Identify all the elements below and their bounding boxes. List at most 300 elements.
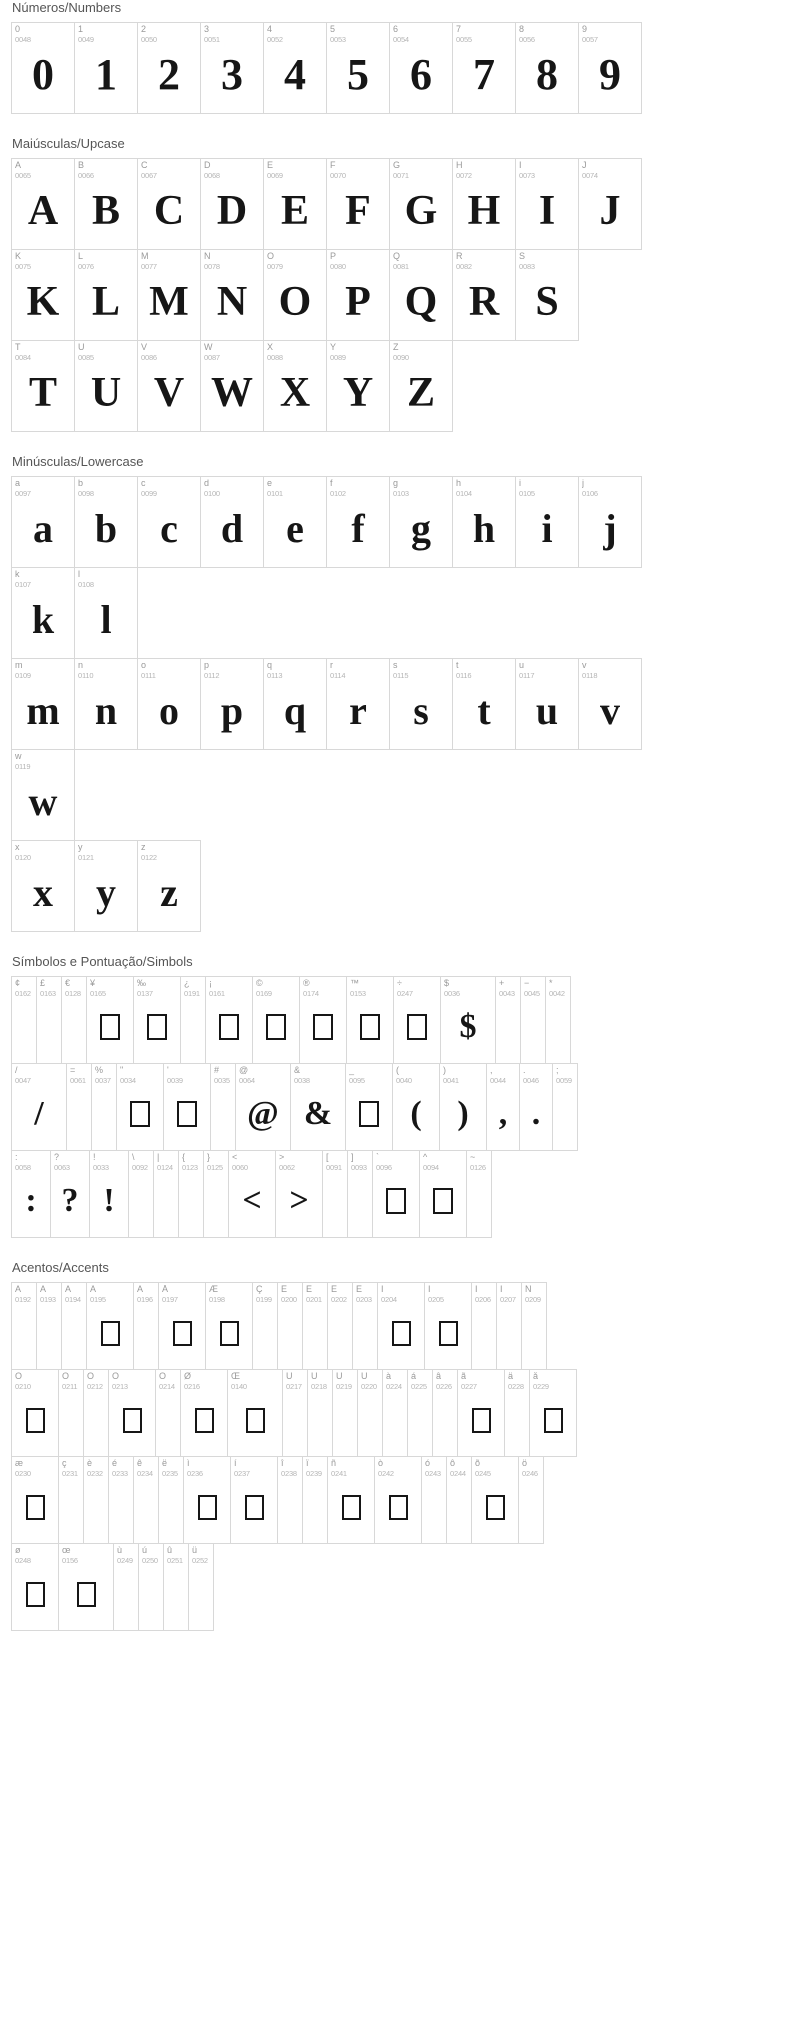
glyph-cell[interactable]	[457, 1369, 505, 1457]
glyph-render: :	[25, 1182, 37, 1220]
glyph-render	[375, 1478, 421, 1543]
glyph-char-label: s	[393, 661, 398, 670]
glyph-char-label: N	[204, 252, 211, 261]
glyph-code-label: 0123	[182, 1163, 198, 1172]
glyph-meta	[516, 23, 578, 44]
glyph-meta	[264, 159, 326, 180]
glyph-cell[interactable]	[326, 476, 390, 568]
glyph-cell[interactable]	[58, 1456, 84, 1544]
glyph-cell[interactable]	[372, 1150, 420, 1238]
glyph-cell[interactable]	[180, 976, 206, 1064]
glyph-cell[interactable]	[137, 22, 201, 114]
glyph-code-label: 0219	[336, 1382, 352, 1391]
glyph-cell[interactable]	[452, 476, 516, 568]
glyph-code-label: 0201	[306, 1295, 322, 1304]
glyph-cell[interactable]	[419, 1150, 467, 1238]
glyph-row	[12, 1283, 652, 1370]
glyph-cell[interactable]	[327, 1456, 375, 1544]
glyph-cell[interactable]	[519, 1063, 553, 1151]
glyph-row	[12, 1370, 652, 1457]
glyph-cell[interactable]	[11, 1150, 51, 1238]
glyph-char-label: 8	[519, 25, 525, 34]
glyph-code-label: 0082	[456, 262, 472, 271]
glyph-char-label: {	[182, 1153, 186, 1162]
glyph-code-label: 0235	[162, 1469, 178, 1478]
glyph-code-label: 0195	[90, 1295, 106, 1304]
glyph-cell[interactable]	[137, 340, 201, 432]
glyph-cell[interactable]	[178, 1150, 204, 1238]
glyph-cell[interactable]	[452, 249, 516, 341]
glyph-code-label: 0061	[70, 1076, 86, 1085]
glyph-cell[interactable]	[183, 1456, 231, 1544]
glyph-row	[12, 841, 652, 932]
glyph-cell[interactable]	[545, 976, 571, 1064]
glyph-render: Y	[342, 370, 374, 417]
glyph-code-label: 0065	[15, 171, 31, 180]
glyph-cell[interactable]	[515, 22, 579, 114]
missing-glyph-icon	[386, 1188, 406, 1214]
glyph-cell[interactable]	[346, 976, 394, 1064]
glyph-cell[interactable]	[389, 158, 453, 250]
glyph-char-label: |	[157, 1153, 160, 1162]
glyph-cell[interactable]	[89, 1150, 129, 1238]
glyph-char-label: í	[234, 1459, 237, 1468]
glyph-meta	[394, 977, 440, 998]
glyph-char-label: Î	[475, 1285, 478, 1294]
glyph-cell[interactable]	[471, 1456, 519, 1544]
glyph-char-label: Ê	[331, 1285, 338, 1294]
glyph-cell[interactable]	[74, 22, 138, 114]
glyph-meta	[154, 1151, 178, 1172]
glyph-meta	[323, 1151, 347, 1172]
glyph-cell[interactable]	[529, 1369, 577, 1457]
glyph-cell[interactable]	[230, 1456, 278, 1544]
glyph-meta	[291, 1064, 345, 1085]
glyph-cell[interactable]	[113, 1543, 139, 1631]
glyph-cell[interactable]	[407, 1369, 433, 1457]
glyph-row	[12, 250, 652, 341]
glyph-cell[interactable]	[393, 976, 441, 1064]
glyph-char-label: É	[306, 1285, 313, 1294]
glyph-code-label: 0073	[519, 171, 535, 180]
glyph-cell[interactable]	[578, 158, 642, 250]
missing-glyph-icon	[313, 1014, 333, 1040]
glyph-cell[interactable]	[133, 1282, 159, 1370]
glyph-cell[interactable]	[153, 1150, 179, 1238]
glyph-cell[interactable]	[74, 840, 138, 932]
glyph-code-label: 0109	[15, 671, 31, 680]
glyph-cell[interactable]	[389, 249, 453, 341]
glyph-cell[interactable]	[277, 1456, 303, 1544]
glyph-code-label: 0096	[376, 1163, 392, 1172]
glyph-meta	[75, 477, 137, 498]
glyph-cell[interactable]	[137, 476, 201, 568]
glyph-meta	[181, 977, 205, 998]
glyph-cell[interactable]	[486, 1063, 520, 1151]
glyph-cell[interactable]	[326, 158, 390, 250]
glyph-meta	[441, 977, 495, 998]
glyph-cell[interactable]	[133, 976, 181, 1064]
glyph-char-label: i	[519, 479, 521, 488]
glyph-cell[interactable]	[347, 1150, 373, 1238]
glyph-cell[interactable]	[392, 1063, 440, 1151]
glyph-char-label: é	[112, 1459, 118, 1468]
glyph-render: T	[28, 370, 57, 417]
glyph-meta	[553, 1064, 577, 1085]
glyph-cell[interactable]	[452, 158, 516, 250]
glyph-cell[interactable]	[252, 1282, 278, 1370]
glyph-cell[interactable]	[133, 1456, 159, 1544]
glyph-code-label: 0102	[330, 489, 346, 498]
glyph-code-label: 0174	[303, 989, 319, 998]
glyph-cell[interactable]	[11, 340, 75, 432]
glyph-cell[interactable]	[11, 158, 75, 250]
glyph-render	[181, 1391, 227, 1456]
glyph-char-label: ä	[508, 1372, 514, 1381]
glyph-code-label: 0036	[444, 989, 460, 998]
glyph-render: 5	[347, 50, 369, 100]
glyph-code-label: 0095	[349, 1076, 365, 1085]
glyph-cell[interactable]	[515, 658, 579, 750]
glyph-cell[interactable]	[108, 1456, 134, 1544]
glyph-cell[interactable]	[578, 22, 642, 114]
missing-glyph-icon	[100, 1014, 120, 1040]
glyph-cell[interactable]	[66, 1063, 92, 1151]
glyph-cell[interactable]	[74, 340, 138, 432]
glyph-cell[interactable]	[466, 1150, 492, 1238]
glyph-cell[interactable]	[163, 1543, 189, 1631]
glyph-cell[interactable]	[74, 476, 138, 568]
glyph-cell[interactable]	[518, 1456, 544, 1544]
glyph-char-label: 6	[393, 25, 399, 34]
glyph-cell[interactable]	[389, 658, 453, 750]
glyph-cell[interactable]	[74, 658, 138, 750]
glyph-char-label: K	[15, 252, 22, 261]
glyph-char-label: Œ	[231, 1372, 240, 1381]
glyph-cell[interactable]	[11, 567, 75, 659]
glyph-row	[12, 977, 652, 1064]
missing-glyph-icon	[26, 1495, 45, 1520]
glyph-cell[interactable]	[452, 658, 516, 750]
glyph-meta	[283, 1370, 307, 1391]
missing-glyph-icon	[101, 1321, 120, 1346]
glyph-code-label: 0039	[167, 1076, 183, 1085]
glyph-cell[interactable]	[471, 1282, 497, 1370]
glyph-char-label: /	[15, 1066, 18, 1075]
glyph-cell[interactable]	[496, 1282, 522, 1370]
glyph-cell[interactable]	[205, 976, 253, 1064]
glyph-render	[283, 1391, 307, 1456]
glyph-render	[253, 998, 299, 1063]
glyph-meta	[300, 977, 346, 998]
glyph-cell[interactable]	[163, 1063, 211, 1151]
glyph-cell[interactable]	[155, 1369, 181, 1457]
glyph-char-label: J	[582, 161, 587, 170]
glyph-cell[interactable]	[11, 976, 37, 1064]
glyph-cell[interactable]	[11, 1063, 67, 1151]
glyph-cell[interactable]	[11, 476, 75, 568]
glyph-cell[interactable]	[137, 158, 201, 250]
glyph-cell[interactable]	[357, 1369, 383, 1457]
glyph-char-label: R	[456, 252, 463, 261]
glyph-code-label: 0070	[330, 171, 346, 180]
glyph-meta	[138, 477, 200, 498]
glyph-char-label: Ô	[87, 1372, 95, 1381]
glyph-char-label: Õ	[112, 1372, 120, 1381]
glyph-meta	[164, 1544, 188, 1565]
glyph-render: i	[541, 506, 553, 552]
glyph-char-label: 0	[15, 25, 21, 34]
glyph-meta	[12, 977, 36, 998]
glyph-cell[interactable]	[374, 1456, 422, 1544]
glyph-char-label: :	[15, 1153, 18, 1162]
glyph-code-label: 0044	[490, 1076, 506, 1085]
glyph-char-label: +	[499, 979, 505, 988]
glyph-cell[interactable]	[11, 1282, 37, 1370]
glyph-cell[interactable]	[439, 1063, 487, 1151]
glyph-meta	[12, 750, 74, 771]
glyph-cell[interactable]	[180, 1369, 228, 1457]
glyph-cell[interactable]	[504, 1369, 530, 1457]
glyph-cell[interactable]	[263, 249, 327, 341]
glyph-meta	[12, 250, 74, 271]
glyph-char-label: ¥	[90, 979, 96, 988]
glyph-cell[interactable]	[389, 476, 453, 568]
glyph-cell[interactable]	[515, 158, 579, 250]
glyph-char-label: _	[349, 1066, 355, 1075]
glyph-meta	[328, 1457, 374, 1478]
glyph-code-label: 0116	[456, 671, 472, 680]
glyph-cell[interactable]	[74, 567, 138, 659]
glyph-cell[interactable]	[137, 249, 201, 341]
glyph-render	[373, 1172, 419, 1237]
glyph-cell[interactable]	[263, 658, 327, 750]
glyph-code-label: 0040	[396, 1076, 412, 1085]
glyph-meta	[505, 1370, 529, 1391]
glyph-cell[interactable]	[452, 22, 516, 114]
glyph-cell[interactable]	[61, 1282, 87, 1370]
glyph-code-label: 0236	[187, 1469, 203, 1478]
glyph-cell[interactable]	[36, 976, 62, 1064]
glyph-char-label: Ñ	[525, 1285, 532, 1294]
glyph-cell[interactable]	[302, 1456, 328, 1544]
glyph-render: !	[103, 1182, 115, 1220]
glyph-cell[interactable]	[50, 1150, 90, 1238]
glyph-render	[447, 1478, 471, 1543]
glyph-cell[interactable]	[200, 476, 264, 568]
glyph-cell[interactable]	[389, 340, 453, 432]
glyph-cell[interactable]	[83, 1369, 109, 1457]
glyph-cell[interactable]	[11, 1456, 59, 1544]
glyph-cell[interactable]	[235, 1063, 291, 1151]
glyph-code-label: 0081	[393, 262, 409, 271]
glyph-cell[interactable]	[200, 340, 264, 432]
glyph-cell[interactable]	[578, 476, 642, 568]
glyph-char-label: Ã	[90, 1285, 97, 1294]
glyph-meta	[253, 977, 299, 998]
glyph-cell[interactable]	[58, 1369, 84, 1457]
glyph-cell[interactable]	[86, 976, 134, 1064]
glyph-cell[interactable]	[74, 158, 138, 250]
glyph-render	[59, 1478, 83, 1543]
glyph-cell[interactable]	[205, 1282, 253, 1370]
glyph-cell[interactable]	[282, 1369, 308, 1457]
glyph-meta	[201, 250, 263, 271]
glyph-cell[interactable]	[11, 658, 75, 750]
glyph-render	[129, 1172, 153, 1237]
glyph-cell[interactable]	[521, 1282, 547, 1370]
glyph-char-label: ê	[137, 1459, 143, 1468]
glyph-cell[interactable]	[326, 658, 390, 750]
glyph-cell[interactable]	[263, 476, 327, 568]
glyph-cell[interactable]	[91, 1063, 117, 1151]
glyph-meta	[516, 477, 578, 498]
glyph-code-label: 0204	[381, 1295, 397, 1304]
glyph-code-label: 0200	[281, 1295, 297, 1304]
glyph-cell[interactable]	[11, 22, 75, 114]
section-symbols	[0, 954, 810, 1238]
glyph-cell[interactable]	[83, 1456, 109, 1544]
glyph-meta	[201, 659, 263, 680]
glyph-char-label: [	[326, 1153, 329, 1162]
glyph-cell[interactable]	[275, 1150, 323, 1238]
glyph-cell[interactable]	[203, 1150, 229, 1238]
glyph-code-label: 0231	[62, 1469, 78, 1478]
glyph-meta	[327, 250, 389, 271]
glyph-render: .	[531, 1095, 541, 1133]
glyph-meta	[51, 1151, 89, 1172]
glyph-cell[interactable]	[520, 976, 546, 1064]
glyph-code-label: 0090	[393, 353, 409, 362]
glyph-cell[interactable]	[11, 749, 75, 841]
glyph-cell[interactable]	[108, 1369, 156, 1457]
glyph-cell[interactable]	[137, 658, 201, 750]
glyph-char-label: l	[78, 570, 80, 579]
glyph-cell[interactable]	[263, 340, 327, 432]
glyph-code-label: 0106	[582, 489, 598, 498]
glyph-cell[interactable]	[515, 476, 579, 568]
glyph-cell[interactable]	[421, 1456, 447, 1544]
glyph-meta	[189, 1544, 213, 1565]
glyph-cell[interactable]	[210, 1063, 236, 1151]
glyph-char-label: Ü	[361, 1372, 368, 1381]
glyph-cell[interactable]	[74, 249, 138, 341]
glyph-cell[interactable]	[128, 1150, 154, 1238]
glyph-cell[interactable]	[200, 249, 264, 341]
glyph-cell[interactable]	[377, 1282, 425, 1370]
glyph-cell[interactable]	[138, 1543, 164, 1631]
glyph-cell[interactable]	[36, 1282, 62, 1370]
glyph-cell[interactable]	[345, 1063, 393, 1151]
glyph-cell[interactable]	[389, 22, 453, 114]
glyph-cell[interactable]	[158, 1282, 206, 1370]
glyph-cell[interactable]	[352, 1282, 378, 1370]
glyph-cell[interactable]	[11, 840, 75, 932]
glyph-meta	[375, 1457, 421, 1478]
glyph-cell[interactable]	[11, 1369, 59, 1457]
glyph-cell[interactable]	[116, 1063, 164, 1151]
glyph-cell[interactable]	[158, 1456, 184, 1544]
glyph-cell[interactable]	[432, 1369, 458, 1457]
glyph-meta	[264, 250, 326, 271]
glyph-meta	[264, 477, 326, 498]
glyph-char-label: 2	[141, 25, 147, 34]
glyph-render	[164, 1085, 210, 1150]
glyph-cell[interactable]	[252, 976, 300, 1064]
glyph-cell[interactable]	[322, 1150, 348, 1238]
glyph-cell[interactable]	[440, 976, 496, 1064]
missing-glyph-icon	[392, 1321, 411, 1346]
glyph-code-label: 0113	[267, 671, 283, 680]
glyph-cell[interactable]	[446, 1456, 472, 1544]
glyph-char-label: Á	[40, 1285, 47, 1294]
glyph-cell[interactable]	[61, 976, 87, 1064]
glyph-cell[interactable]	[302, 1282, 328, 1370]
glyph-render: E	[280, 188, 309, 235]
glyph-cell[interactable]	[277, 1282, 303, 1370]
glyph-meta	[264, 341, 326, 362]
glyph-cell[interactable]	[200, 658, 264, 750]
glyph-cell[interactable]	[307, 1369, 333, 1457]
glyph-cell[interactable]	[86, 1282, 134, 1370]
glyph-cell[interactable]	[290, 1063, 346, 1151]
glyph-cell[interactable]	[495, 976, 521, 1064]
glyph-code-label: 0033	[93, 1163, 109, 1172]
glyph-code-label: 0206	[475, 1295, 491, 1304]
glyph-render: G	[404, 188, 438, 235]
glyph-cell[interactable]	[578, 658, 642, 750]
glyph-cell[interactable]	[424, 1282, 472, 1370]
glyph-cell[interactable]	[200, 158, 264, 250]
glyph-cell[interactable]	[327, 1282, 353, 1370]
glyph-cell[interactable]	[326, 249, 390, 341]
glyph-code-label: 0042	[549, 989, 565, 998]
glyph-cell[interactable]	[228, 1150, 276, 1238]
glyph-render: O	[278, 279, 312, 326]
missing-glyph-icon	[195, 1408, 214, 1433]
glyph-code-label: 0225	[411, 1382, 427, 1391]
glyph-meta	[90, 1151, 128, 1172]
glyph-cell[interactable]	[11, 249, 75, 341]
glyph-row	[12, 1544, 652, 1631]
glyph-cell[interactable]	[227, 1369, 283, 1457]
glyph-cell[interactable]	[332, 1369, 358, 1457]
glyph-cell[interactable]	[58, 1543, 114, 1631]
missing-glyph-icon	[123, 1408, 142, 1433]
glyph-cell[interactable]	[299, 976, 347, 1064]
glyph-cell[interactable]	[188, 1543, 214, 1631]
glyph-cell[interactable]	[263, 22, 327, 114]
glyph-cell[interactable]	[11, 1543, 59, 1631]
glyph-cell[interactable]	[326, 22, 390, 114]
glyph-cell[interactable]	[326, 340, 390, 432]
glyph-code-label: 0224	[386, 1382, 402, 1391]
glyph-meta	[59, 1457, 83, 1478]
glyph-char-label: $	[444, 979, 450, 988]
glyph-cell[interactable]	[382, 1369, 408, 1457]
missing-glyph-icon	[77, 1582, 96, 1607]
glyph-meta	[75, 568, 137, 589]
glyph-cell[interactable]	[552, 1063, 578, 1151]
glyph-cell[interactable]	[515, 249, 579, 341]
glyph-cell[interactable]	[200, 22, 264, 114]
glyph-meta	[12, 1283, 36, 1304]
glyph-cell[interactable]	[137, 840, 201, 932]
glyph-meta	[138, 250, 200, 271]
glyph-render: t	[477, 688, 491, 734]
glyph-meta	[159, 1457, 183, 1478]
glyph-cell[interactable]	[263, 158, 327, 250]
